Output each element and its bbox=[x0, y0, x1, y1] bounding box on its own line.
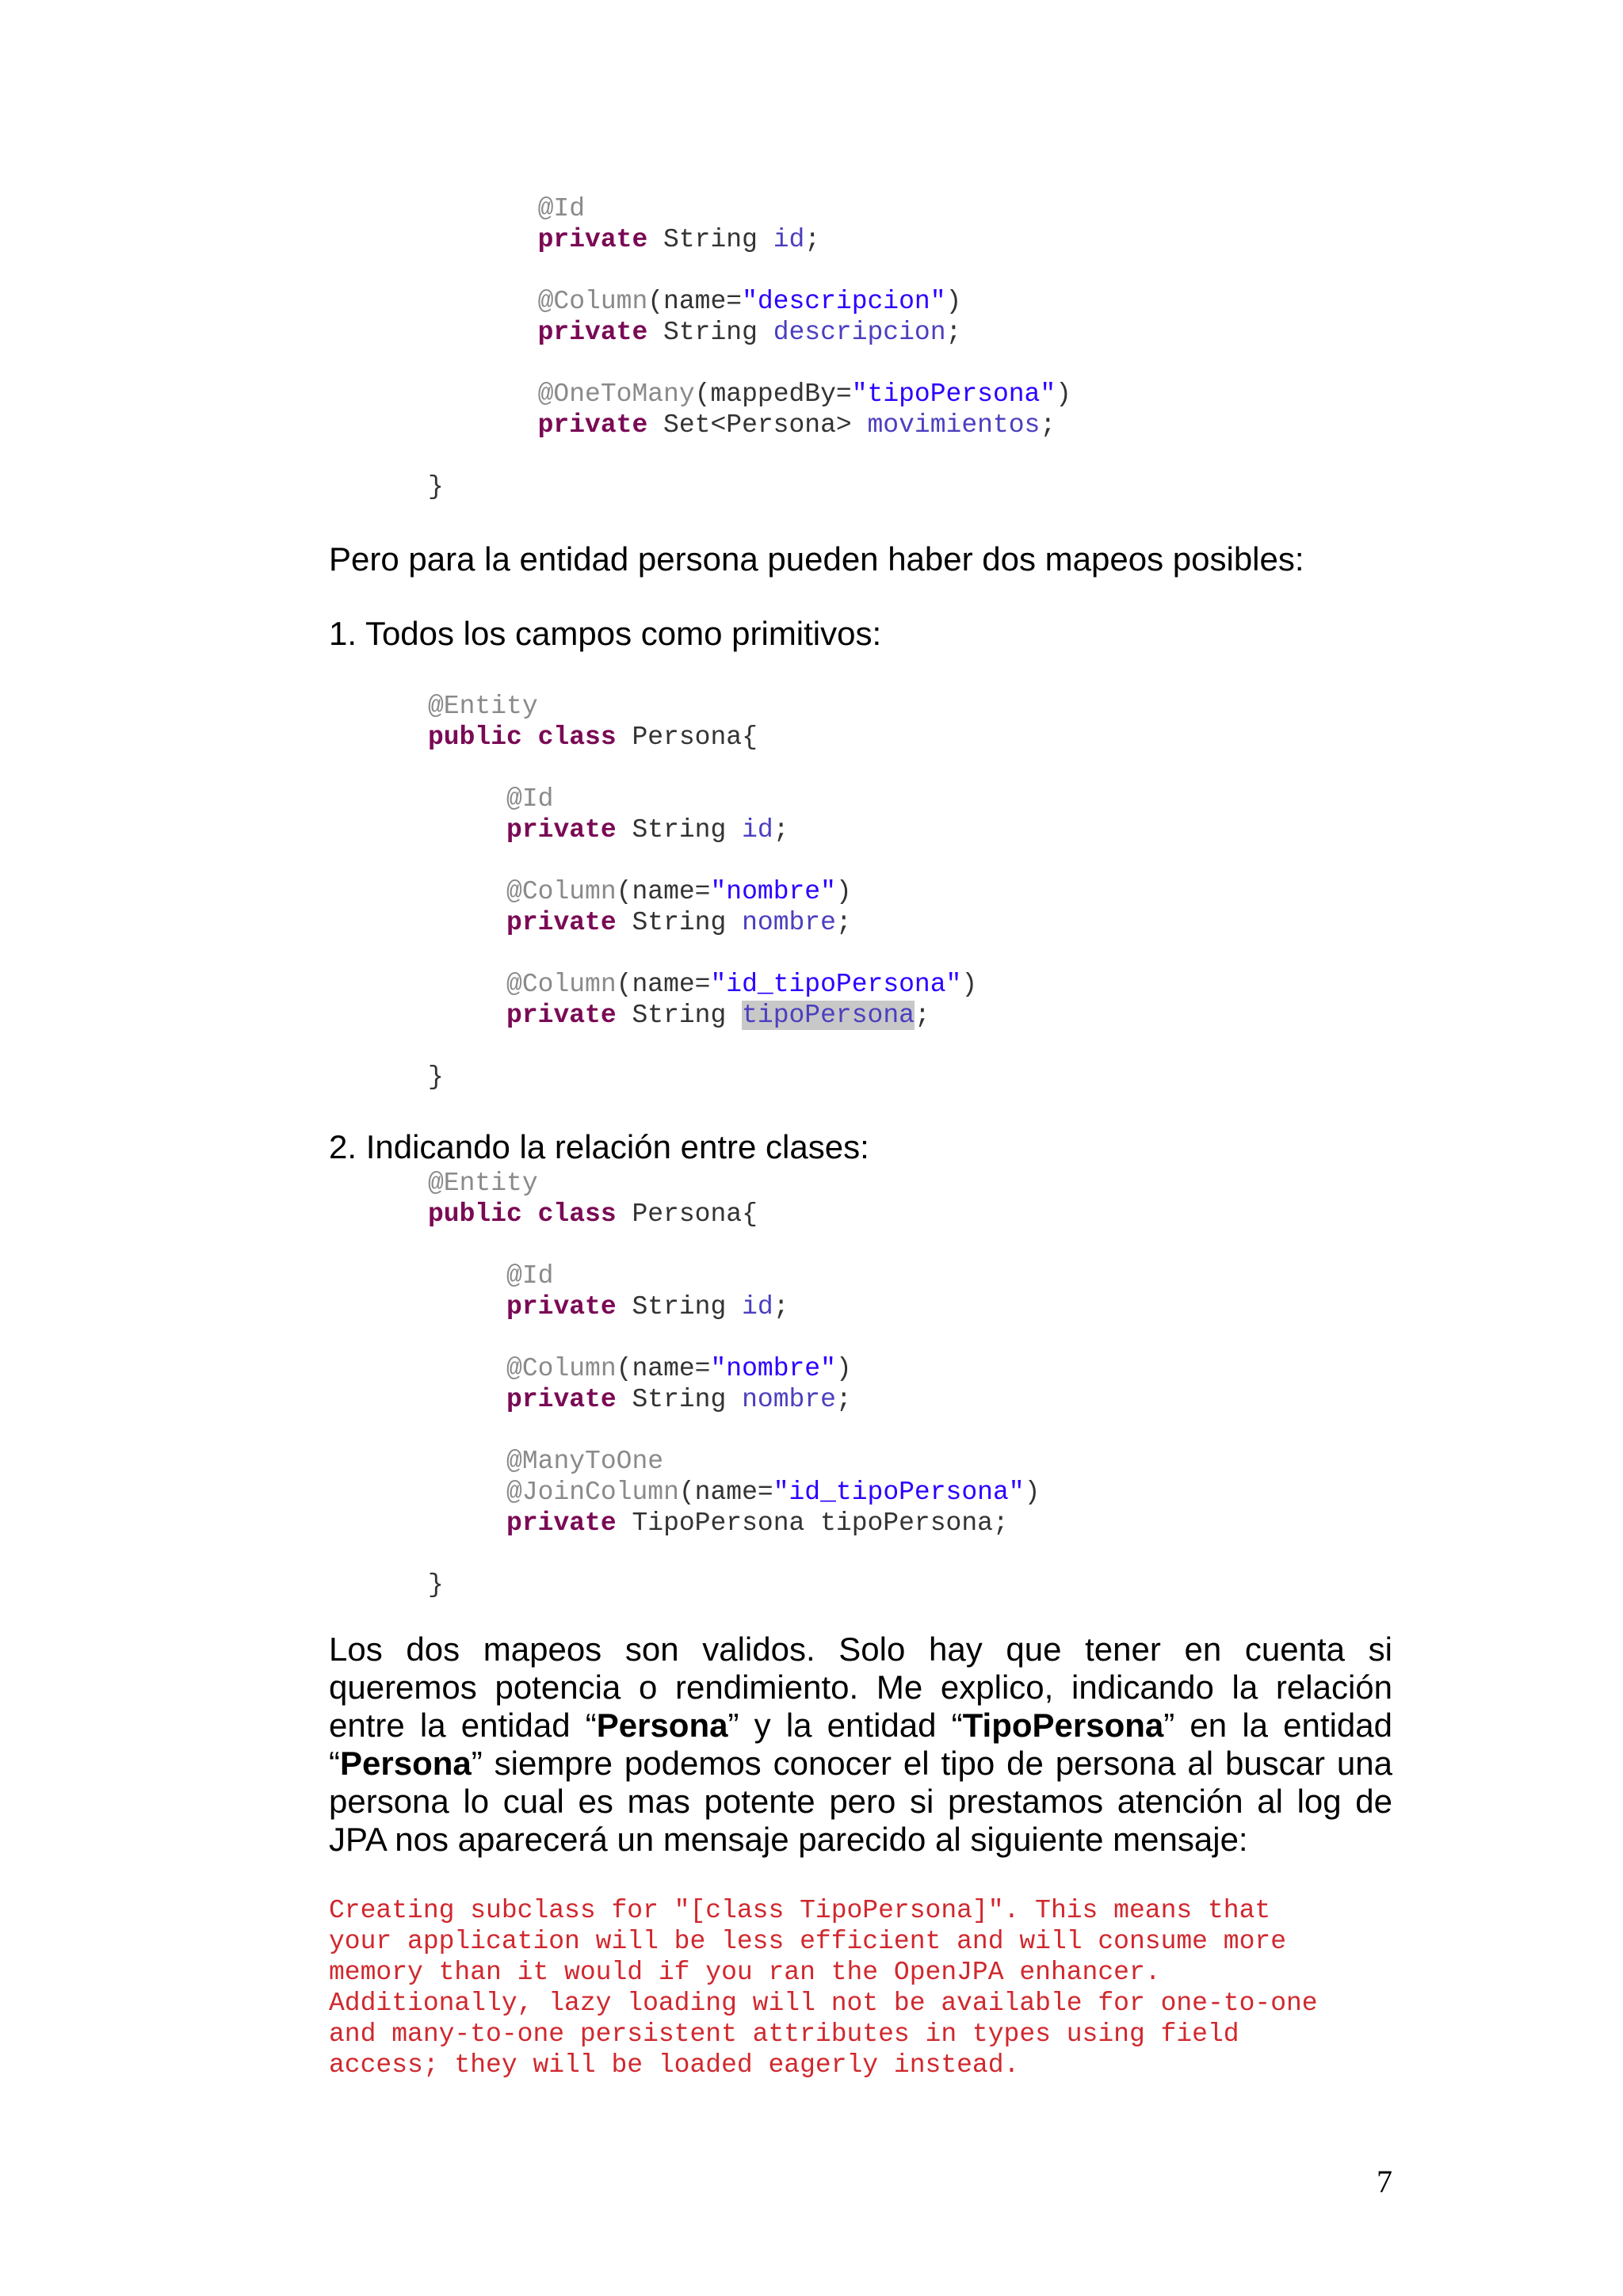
string-literal: "nombre" bbox=[710, 877, 836, 906]
field-name: nombre bbox=[742, 1385, 836, 1414]
semicolon: ; bbox=[835, 908, 852, 937]
keyword-private: private bbox=[506, 1001, 617, 1030]
closing-brace: } bbox=[428, 1570, 444, 1600]
intro-paragraph: Pero para la entidad persona pueden haber dos mapeos posibles: bbox=[329, 540, 1304, 578]
code-line bbox=[428, 379, 1071, 410]
paragraph-text: ” siempre podemos conocer el tipo de persona al buscar una persona lo cual es mas potente pero si prestamos atención al log de JPA nos aparecerá un mensaje parecido al siguiente mensaje: bbox=[329, 1745, 1392, 1858]
code-block-tipopersona-tail bbox=[428, 193, 1071, 502]
string-literal: "nombre" bbox=[710, 1354, 836, 1383]
keyword-private: private bbox=[506, 1292, 617, 1322]
code-line bbox=[428, 691, 977, 722]
semicolon: ; bbox=[914, 1001, 930, 1030]
warning-line: Additionally, lazy loading will not be available for one-to-one bbox=[329, 1989, 1318, 2018]
code-line bbox=[428, 1508, 1040, 1539]
code-line-blank bbox=[428, 1415, 1040, 1446]
annotation-entity: @Entity bbox=[428, 1169, 538, 1198]
code-line bbox=[428, 907, 977, 938]
field-declaration: TipoPersona tipoPersona; bbox=[616, 1508, 1009, 1538]
code-line bbox=[428, 1446, 1040, 1477]
semicolon: ; bbox=[945, 318, 962, 347]
annotation-joincolumn: @JoinColumn bbox=[506, 1478, 679, 1507]
code-line-blank bbox=[428, 441, 1071, 471]
bold-entity-name: TipoPersona bbox=[962, 1707, 1164, 1744]
code-text: ) bbox=[961, 970, 978, 999]
annotation-id: @Id bbox=[537, 194, 586, 223]
type-name: String bbox=[616, 1292, 743, 1322]
code-text: ) bbox=[835, 1354, 852, 1383]
code-line bbox=[428, 1291, 1040, 1322]
annotation-entity: @Entity bbox=[428, 692, 538, 721]
keyword-private: private bbox=[506, 908, 617, 937]
string-literal: "tipoPersona" bbox=[851, 379, 1056, 409]
field-name: id bbox=[742, 1292, 773, 1322]
code-line bbox=[428, 1000, 977, 1031]
code-line-blank bbox=[428, 1539, 1040, 1569]
keyword-private: private bbox=[537, 225, 648, 254]
annotation-column: @Column bbox=[506, 1354, 617, 1383]
semicolon: ; bbox=[773, 815, 789, 845]
paragraph-text: ” y la entidad “ bbox=[727, 1707, 963, 1744]
code-text: ) bbox=[945, 287, 962, 316]
field-name: nombre bbox=[742, 908, 836, 937]
code-line bbox=[428, 1261, 1040, 1291]
warning-line: access; they will be loaded eagerly instead. bbox=[329, 2050, 1020, 2080]
code-line-blank bbox=[428, 348, 1071, 379]
field-name: id bbox=[742, 815, 773, 845]
jpa-warning-message bbox=[329, 1895, 1318, 2081]
code-line-blank bbox=[428, 255, 1071, 286]
section-heading-primitives: 1. Todos los campos como primitivos: bbox=[329, 615, 882, 652]
code-line bbox=[428, 1569, 1040, 1600]
code-text: (name= bbox=[616, 1354, 711, 1383]
class-declaration: Persona{ bbox=[616, 723, 758, 752]
string-literal: "id_tipoPersona" bbox=[710, 970, 962, 999]
type-name: String bbox=[647, 225, 773, 254]
closing-brace: } bbox=[428, 1062, 444, 1092]
annotation-manytoone: @ManyToOne bbox=[506, 1447, 664, 1476]
code-line bbox=[428, 224, 1071, 255]
warning-line: and many-to-one persistent attributes in types using field bbox=[329, 2019, 1239, 2049]
field-name: movimientos bbox=[867, 410, 1041, 440]
annotation-column: @Column bbox=[506, 970, 617, 999]
code-line bbox=[428, 1168, 1040, 1199]
warning-line: Creating subclass for "[class TipoPersona]". This means that bbox=[329, 1896, 1271, 1925]
code-text: ) bbox=[1024, 1478, 1041, 1507]
page-number: 7 bbox=[1377, 2164, 1392, 2199]
explanation-paragraph bbox=[329, 1630, 1392, 1859]
warning-line: your application will be less efficient and will consume more bbox=[329, 1927, 1286, 1956]
paragraph-text: ” en la entidad “ bbox=[329, 1707, 1392, 1782]
type-name: String bbox=[616, 815, 743, 845]
closing-brace: } bbox=[428, 472, 444, 502]
code-block-persona-relation bbox=[428, 1168, 1040, 1600]
code-line bbox=[428, 471, 1071, 502]
annotation-column: @Column bbox=[506, 877, 617, 906]
field-name: id bbox=[773, 225, 805, 254]
code-line bbox=[428, 1477, 1040, 1508]
string-literal: "descripcion" bbox=[742, 287, 946, 316]
field-name: descripcion bbox=[773, 318, 946, 347]
annotation-column: @Column bbox=[537, 287, 648, 316]
code-text: (name= bbox=[678, 1478, 773, 1507]
type-name: String bbox=[616, 1001, 743, 1030]
keyword-private: private bbox=[506, 1385, 617, 1414]
bold-entity-name: Persona bbox=[596, 1707, 728, 1744]
code-line bbox=[428, 317, 1071, 348]
keyword-private: private bbox=[537, 410, 648, 440]
string-literal: "id_tipoPersona" bbox=[773, 1478, 1025, 1507]
code-line bbox=[428, 969, 977, 1000]
keyword-public-class: public class bbox=[428, 723, 617, 752]
code-line bbox=[428, 876, 977, 907]
keyword-public-class: public class bbox=[428, 1199, 617, 1229]
code-line-blank bbox=[428, 753, 977, 784]
code-line-blank bbox=[428, 1230, 1040, 1261]
code-line bbox=[428, 193, 1071, 224]
semicolon: ; bbox=[804, 225, 821, 254]
code-line bbox=[428, 286, 1071, 317]
keyword-private: private bbox=[506, 1508, 617, 1538]
semicolon: ; bbox=[835, 1385, 852, 1414]
section-heading-relation: 2. Indicando la relación entre clases: bbox=[329, 1128, 869, 1165]
code-text: (name= bbox=[647, 287, 743, 316]
code-line bbox=[428, 1384, 1040, 1415]
type-name: String bbox=[616, 1385, 743, 1414]
code-line-blank bbox=[428, 845, 977, 876]
type-name: String bbox=[647, 318, 773, 347]
code-line bbox=[428, 410, 1071, 441]
code-line bbox=[428, 814, 977, 845]
code-line bbox=[428, 1199, 1040, 1230]
paragraph-text: Los dos mapeos son validos. Solo hay que tener en cuenta si queremos potencia o rendimiento. Me explico, indicando la relación entre la entidad “ bbox=[329, 1630, 1392, 1744]
code-line bbox=[428, 784, 977, 814]
keyword-private: private bbox=[506, 815, 617, 845]
semicolon: ; bbox=[1040, 410, 1056, 440]
code-line bbox=[428, 722, 977, 753]
code-line-blank bbox=[428, 938, 977, 969]
code-text: ) bbox=[1056, 379, 1071, 409]
semicolon: ; bbox=[773, 1292, 789, 1322]
class-declaration: Persona{ bbox=[616, 1199, 758, 1229]
warning-line: memory than it would if you ran the OpenJPA enhancer. bbox=[329, 1958, 1161, 1987]
code-line bbox=[428, 1062, 977, 1093]
code-line-blank bbox=[428, 1322, 1040, 1353]
code-text: (name= bbox=[616, 877, 711, 906]
type-name: String bbox=[616, 908, 743, 937]
keyword-private: private bbox=[537, 318, 648, 347]
code-text: (mappedBy= bbox=[694, 379, 852, 409]
annotation-onetomany: @OneToMany bbox=[537, 379, 695, 409]
code-line-blank bbox=[428, 1031, 977, 1062]
bold-entity-name: Persona bbox=[340, 1745, 472, 1782]
type-name: Set<Persona> bbox=[647, 410, 868, 440]
code-text: (name= bbox=[616, 970, 711, 999]
code-text: ) bbox=[835, 877, 852, 906]
annotation-id: @Id bbox=[506, 1261, 554, 1291]
highlighted-field-name: tipoPersona bbox=[742, 1001, 915, 1030]
code-line bbox=[428, 1353, 1040, 1384]
annotation-id: @Id bbox=[506, 784, 554, 814]
code-block-persona-primitives bbox=[428, 691, 977, 1093]
